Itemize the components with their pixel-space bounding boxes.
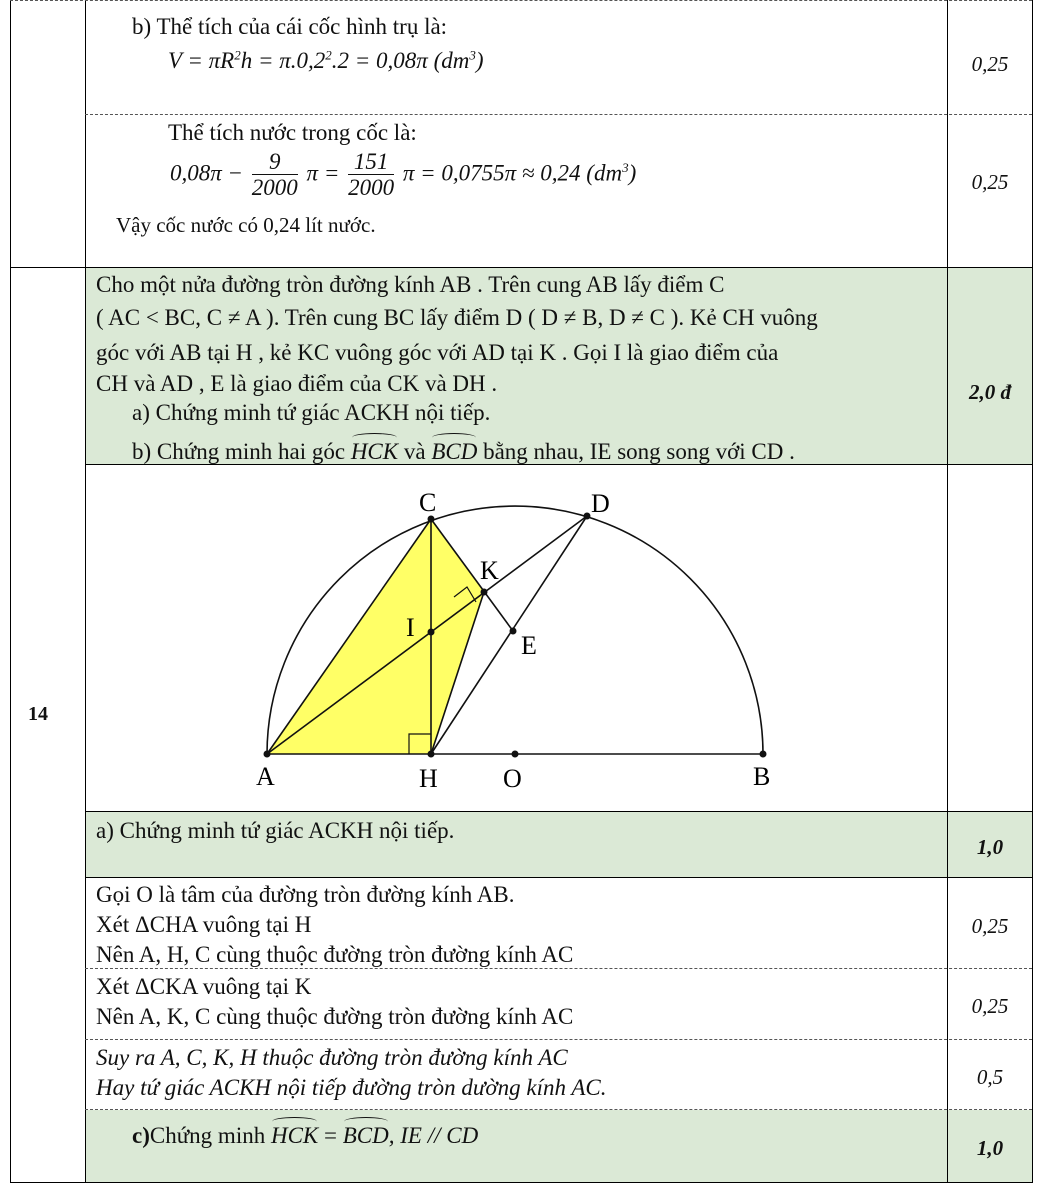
score-cup-volume: 0,25	[971, 52, 1009, 76]
problem-statement-band	[86, 268, 1032, 464]
water-conclusion: Vậy cốc nước có 0,24 lít nước.	[116, 213, 376, 237]
score-problem: 2,0 đ	[969, 380, 1011, 404]
row-divider-6	[85, 968, 1032, 969]
point-E-dot	[510, 628, 517, 635]
section-c-title: c)Chứng minh HCK = BCD, IE // CD	[132, 1123, 479, 1148]
score-section-a: 1,0	[976, 835, 1004, 859]
step3-line-1: Suy ra A, C, K, H thuộc đường tròn đường kính AC	[96, 1045, 568, 1070]
score-section-c: 1,0	[976, 1136, 1004, 1160]
point-H-dot	[428, 751, 435, 758]
point-O-dot	[512, 751, 519, 758]
fraction-9-2000: $\frac{9}{2000}$	[251, 149, 298, 201]
point-label-K: K	[480, 556, 499, 585]
row-divider-1	[85, 114, 1032, 115]
problem-line-4: CH và AD , E là giao điểm của CK và DH .	[96, 371, 498, 396]
section-c-angle-bcd: BCD	[342, 1123, 389, 1148]
table-top-border	[10, 0, 1032, 1]
score-step-1: 0,25	[971, 914, 1009, 938]
point-label-H: H	[419, 764, 438, 793]
point-D-dot	[584, 513, 591, 520]
problem-number: 14	[28, 703, 48, 725]
problem-line-2: ( AC < BC, C ≠ A ). Trên cung BC lấy điểm D ( D ≠ B, D ≠ C ). Kẻ CH vuông	[96, 305, 818, 330]
section-a-title: a) Chứng minh tứ giác ACKH nội tiếp.	[96, 818, 455, 843]
step2-line-2: Nên A, K, C cùng thuộc đường tròn đường kính AC	[96, 1004, 574, 1029]
problem-line-1: Cho một nửa đường tròn đường kính AB . Trên cung AB lấy điểm C	[96, 272, 725, 297]
step1-line-3: Nên A, H, C cùng thuộc đường tròn đường kính AC	[96, 942, 574, 967]
water-volume-formula: 0,08π − $\frac{9}{2000}$ π = $\frac{151}{2000}$ π = 0,0755π ≈ 0,24 $(dm^3)$	[170, 149, 637, 201]
point-label-C: C	[419, 488, 437, 517]
row-divider-7	[85, 1039, 1032, 1040]
problem-part-a: a) Chứng minh tứ giác ACKH nội tiếp.	[132, 400, 491, 425]
table-right-border	[1032, 0, 1033, 1183]
step3-line-2: Hay tứ giác ACKH nội tiếp đường tròn dường kính AC.	[96, 1075, 607, 1100]
fraction-151-2000: $\frac{151}{2000}$	[348, 149, 395, 201]
point-label-I: I	[406, 613, 415, 642]
water-volume-label: Thể tích nước trong cốc là:	[168, 120, 417, 145]
cup-volume-label: b) Thể tích của cái cốc hình trụ là:	[132, 14, 448, 39]
problem-line-3: góc với AB tại H , kẻ KC vuông góc với AD tại K . Gọi I là giao điểm của	[96, 340, 779, 365]
step1-line-1: Gọi O là tâm của đường tròn đường kính AB.	[96, 882, 515, 907]
cup-volume-formula: $V = \pi R^2h = \pi.0,2^2.2 = 0,08\pi$ $(dm^3)$	[168, 47, 484, 73]
score-step-2: 0,25	[971, 994, 1009, 1018]
point-I-dot	[428, 629, 435, 636]
point-label-E: E	[521, 631, 537, 660]
step1-line-2: Xét ΔCHA vuông tại H	[96, 912, 312, 937]
section-c-angle-hck: HCK	[270, 1123, 319, 1148]
row-divider-8	[85, 1109, 1032, 1110]
geometry-figure	[86, 465, 947, 811]
point-K-dot	[481, 589, 488, 596]
shaded-quadrilateral-ACKH	[267, 519, 484, 754]
point-label-O: O	[503, 764, 522, 793]
point-label-D: D	[591, 489, 610, 518]
problem-part-b: b) Chứng minh hai góc HCK và BCD bằng nhau, IE song song với CD .	[132, 439, 795, 464]
score-water-volume: 0,25	[971, 170, 1009, 194]
row-divider-2	[10, 267, 1033, 268]
step2-line-1: Xét ΔCKA vuông tại K	[96, 974, 312, 999]
table-left-border	[10, 0, 11, 1183]
row-divider-4	[85, 811, 1033, 812]
point-label-B: B	[753, 762, 771, 791]
score-step-3: 0,5	[976, 1065, 1004, 1089]
point-B-dot	[760, 751, 767, 758]
point-label-A: A	[256, 762, 275, 791]
table-bottom-border	[10, 1182, 1033, 1183]
angle-bcd: BCD	[431, 439, 478, 464]
point-A-dot	[264, 751, 271, 758]
angle-hck: HCK	[350, 439, 399, 464]
row-divider-5	[85, 877, 1033, 878]
